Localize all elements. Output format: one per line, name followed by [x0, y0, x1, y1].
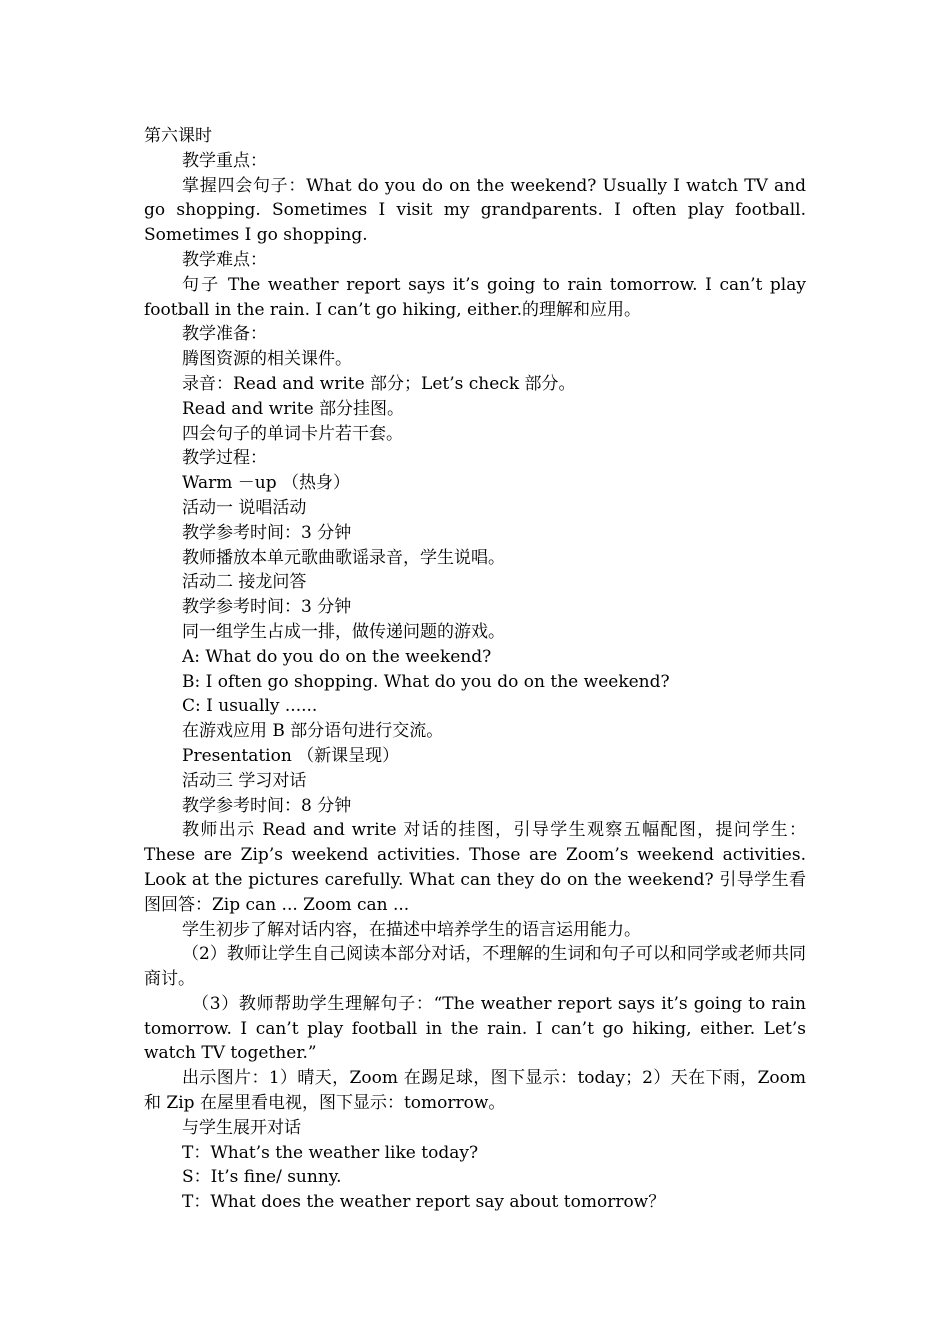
- paragraph-process-label: 教学过程：: [182, 448, 267, 469]
- paragraph-act3-body: 教师出示 Read and write 对话的挂图，引导学生观察五幅配图，提问学生：These are Zip’s weekend activities. Those are Zoom’s weekend activities. Look at the pictures carefully. What can they do on the weekend? 引导学生看图回答：Zip can ... Zoom can ...: [144, 820, 806, 915]
- paragraph-act2-time: 教学参考时间：3 分钟: [182, 597, 352, 618]
- paragraph-act3-time: 教学参考时间：8 分钟: [182, 795, 352, 816]
- paragraph-act3-step2: （2）教师让学生自己阅读本部分对话，不理解的生词和句子可以和同学或老师共同商讨。: [144, 944, 806, 990]
- paragraph-dialog-a: A: What do you do on the weekend?: [182, 646, 492, 667]
- paragraph-prep-3: Read and write 部分挂图。: [182, 398, 405, 419]
- paragraph-prep-4: 四会句子的单词卡片若干套。: [182, 423, 403, 444]
- paragraph-prep-2: 录音：Read and write 部分；Let’s check 部分。: [182, 373, 576, 394]
- document-body: [144, 124, 806, 1215]
- paragraph-act2-body: 同一组学生占成一排，做传递问题的游戏。: [182, 621, 505, 642]
- paragraph-focus-body: 掌握四会句子：What do you do on the weekend? Usually I watch TV and go shopping. Sometimes I visit my grandparents. I often play football. Sometimes I go shopping.: [144, 175, 806, 246]
- paragraph-act1: 活动一 说唱活动: [182, 497, 307, 518]
- paragraph-act3-step3: （3）教师帮助学生理解句子：“The weather report says it’s going to rain tomorrow. I can’t play football in the rain. I can’t go hiking, either. Let’s watch TV together.”: [144, 993, 806, 1064]
- paragraph-act3: 活动三 学习对话: [182, 770, 307, 791]
- paragraph-t1: T：What’s the weather like today?: [182, 1142, 479, 1163]
- paragraph-warmup: Warm －up （热身）: [182, 473, 351, 494]
- paragraph-presentation: Presentation （新课呈现）: [182, 745, 400, 766]
- paragraph-act1-body: 教师播放本单元歌曲歌谣录音，学生说唱。: [182, 547, 505, 568]
- paragraph-t2: T：What does the weather report say about tomorrow？: [182, 1192, 666, 1213]
- paragraph-act2: 活动二 接龙问答: [182, 572, 307, 593]
- paragraph-difficulty-body: 句子 The weather report says it’s going to rain tomorrow. I can’t play football in the rain. I can’t go hiking, either.的理解和应用。: [144, 274, 806, 320]
- paragraph-act3-dialog-intro: 与学生展开对话: [182, 1117, 301, 1138]
- paragraph-prep-label: 教学准备：: [182, 324, 267, 345]
- page-title: 第六课时: [144, 126, 212, 146]
- paragraph-prep-1: 腾图资源的相关课件。: [182, 349, 352, 370]
- paragraph-act3-step1: 学生初步了解对话内容，在描述中培养学生的语言运用能力。: [182, 919, 641, 940]
- paragraph-dialog-c: C: I usually ......: [182, 696, 318, 717]
- paragraph-dialog-b: B: I often go shopping. What do you do on the weekend?: [182, 671, 670, 692]
- paragraph-focus-label: 教学重点：: [182, 150, 267, 171]
- paragraph-s1: S：It’s fine/ sunny.: [182, 1167, 342, 1188]
- paragraph-difficulty-label: 教学难点：: [182, 249, 267, 270]
- paragraph-act1-time: 教学参考时间：3 分钟: [182, 522, 352, 543]
- paragraph-act3-pictures: 出示图片：1）晴天，Zoom 在踢足球，图下显示：today；2）天在下雨，Zoom 和 Zip 在屋里看电视，图下显示：tomorrow。: [144, 1068, 806, 1114]
- paragraph-act2-apply: 在游戏应用 B 部分语句进行交流。: [182, 721, 444, 742]
